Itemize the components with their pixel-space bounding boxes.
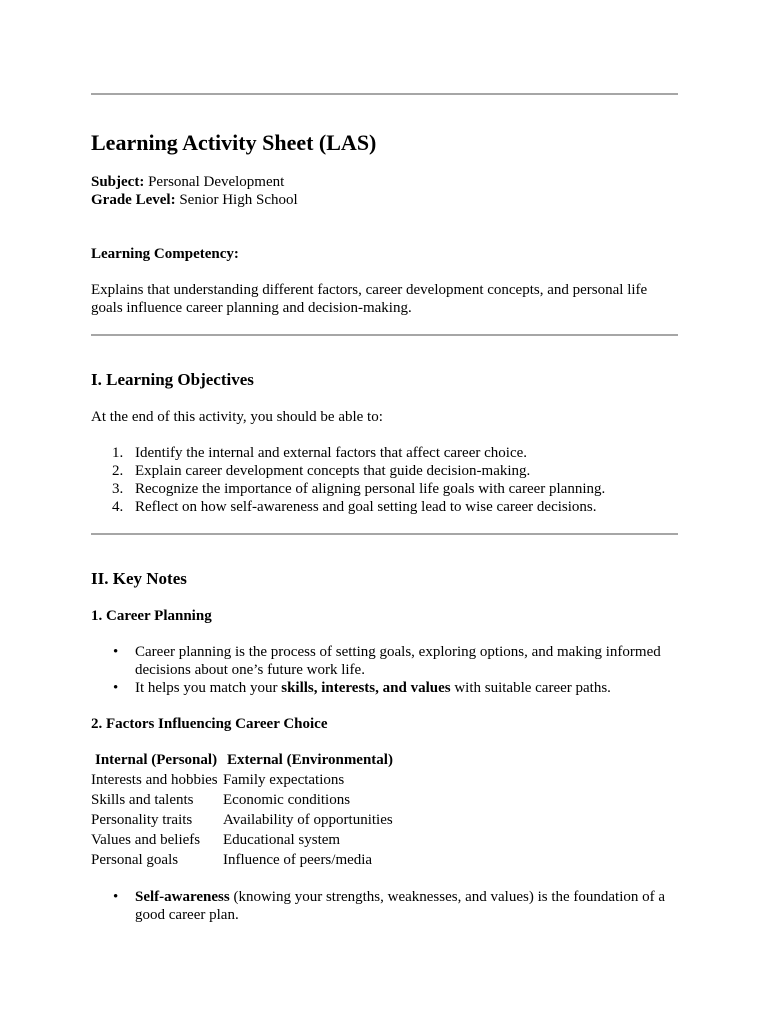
table-header-row [91,750,393,770]
table-cell: Personal goals [91,851,179,868]
table-row [91,830,393,850]
subject-label: Subject: [91,174,145,190]
page-title: Learning Activity Sheet (LAS) [91,130,377,155]
table-row [91,770,393,790]
competency-text: Explains that understanding different factors, career development concepts, and personal life goals influence career planning and decision-making. [91,282,648,316]
table-cell: Values and beliefs [91,831,201,848]
competency-heading: Learning Competency: [91,246,239,262]
self-awareness-list [91,888,678,924]
key-notes-heading: II. Key Notes [91,569,187,588]
table-cell: Skills and talents [91,791,194,808]
table-cell: Influence of peers/media [223,851,373,868]
table-row [91,810,393,830]
section-divider-1 [91,334,678,336]
list-item: 2. Explain career development concepts that guide decision-making. [112,463,531,479]
subject-value: Personal Development [148,174,285,190]
objectives-heading: I. Learning Objectives [91,370,254,389]
table-cell: Economic conditions [223,791,351,808]
column-header-external: External (Environmental) [227,751,393,768]
list-item: 4. Reflect on how self-awareness and goal setting lead to wise career decisions. [112,499,597,515]
table-row [91,850,393,870]
bullet-icon: • [113,889,119,905]
table-cell: Family expectations [223,771,345,788]
subject-line [91,173,284,191]
table-cell: Availability of opportunities [223,811,393,828]
list-item: 1. Identify the internal and external factors that affect career choice. [112,445,528,461]
bullet-icon: • [113,680,119,696]
section-divider-2 [91,533,678,535]
objectives-list [91,444,678,516]
top-divider [91,93,678,95]
list-item: • Career planning is the process of setting goals, exploring options, and making informed decisions about one’s future work life. [113,644,661,678]
list-item: • It helps you match your skills, interests, and values with suitable career paths. [113,680,611,696]
objectives-intro: At the end of this activity, you should be able to: [91,409,383,425]
grade-level-value: Senior High School [179,192,298,208]
list-item: • Self-awareness (knowing your strengths, weaknesses, and values) is the foundation of a good career plan. [113,889,666,923]
career-planning-heading: 1. Career Planning [91,608,212,624]
table-cell: Personality traits [91,811,193,828]
grade-level-label: Grade Level: [91,192,176,208]
factors-heading: 2. Factors Influencing Career Choice [91,716,328,732]
bullet-icon: • [113,644,119,660]
list-item: 3. Recognize the importance of aligning personal life goals with career planning. [112,481,606,497]
table-row [91,790,393,810]
career-planning-list [91,643,678,697]
column-header-internal: Internal (Personal) [95,751,218,768]
factors-table [91,750,393,870]
table-cell: Educational system [223,831,341,848]
table-cell: Interests and hobbies [91,771,218,788]
grade-level-line [91,191,298,209]
